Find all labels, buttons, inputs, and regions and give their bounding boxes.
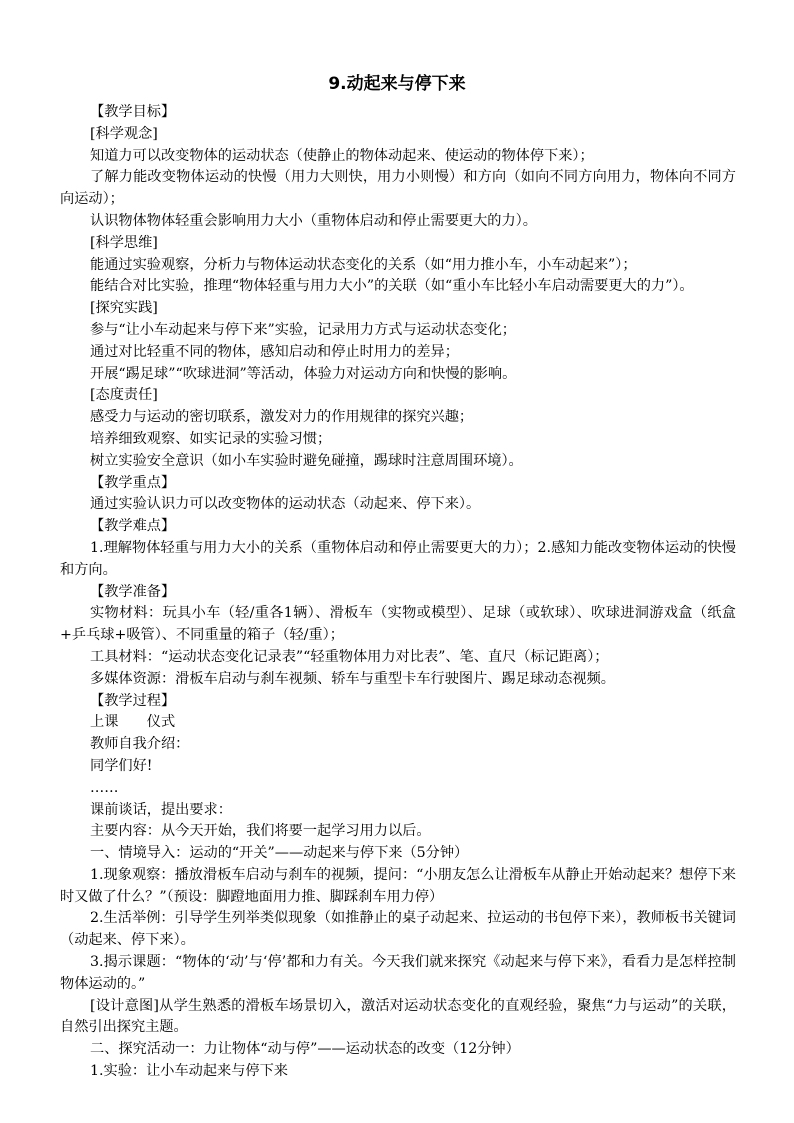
body-paragraph: 能通过实验观察，分析力与物体运动状态变化的关系（如“用力推小车，小车动起来”）； — [90, 256, 637, 273]
body-paragraph: 感受力与运动的密切联系，激发对力的作用规律的探究兴趣； — [90, 409, 474, 426]
body-paragraph: 树立实验安全意识（如小车实验时避免碰撞，踢球时注意周围环境）。 — [90, 452, 523, 469]
body-paragraph: 1.理解物体轻重与用力大小的关系（重物体启动和停止需要更大的力）；2.感知力能改变物体运动的快慢和方向。 — [60, 539, 736, 578]
subheading-attitude-responsibility: [态度责任] — [90, 387, 158, 404]
subheading-inquiry-practice: [探究实践] — [90, 300, 158, 317]
document-body — [60, 102, 736, 1083]
body-paragraph: 教师自我介绍： — [90, 736, 190, 753]
heading-difficulties: 【教学难点】 — [90, 518, 176, 535]
body-paragraph: 通过实验认识力可以改变物体的运动状态（动起来、停下来）。 — [90, 496, 481, 513]
body-paragraph: 工具材料：“运动状态变化记录表”“轻重物体用力对比表”、笔、直尺（标记距离）； — [90, 648, 609, 665]
heading-teaching-goals: 【教学目标】 — [90, 104, 176, 120]
body-paragraph: 上课 仪式 — [90, 714, 176, 731]
body-paragraph: 实物材料：玩具小车（轻/重各1辆）、滑板车（实物或模型）、足球（或软球）、吹球进洞游戏盒（纸盒+乒乓球+吸管）、不同重量的箱子（轻/重）； — [60, 605, 736, 644]
body-paragraph: 能结合对比实验，推理“物体轻重与用力大小”的关联（如“重小车比轻小车启动需要更大的力”）。 — [90, 278, 694, 295]
page-title: 9.动起来与停下来 — [328, 74, 466, 94]
body-paragraph: 了解力能改变物体运动的快慢（用力大则快，用力小则慢）和方向（如向不同方向用力，物体向不同方向运动）； — [60, 169, 736, 208]
body-paragraph: 认识物体物体轻重会影响用力大小（重物体启动和停止需要更大的力）。 — [90, 212, 537, 229]
heading-teaching-process: 【教学过程】 — [90, 692, 176, 709]
body-paragraph: 3.揭示课题：“物体的‘动’与‘停’都和力有关。今天我们就来探究《动起来与停下来》，看看力是怎样控制物体运动的。” — [60, 954, 736, 992]
body-paragraph: 开展“踢足球”“吹球进洞”等活动，体验力对运动方向和快慢的影响。 — [90, 365, 517, 382]
body-paragraph: 1.实验：让小车动起来与停下来 — [90, 1063, 288, 1080]
design-intent: [设计意图]从学生熟悉的滑板车场景切入，激活对运动状态变化的直观经验，聚焦“力与运动”的关联，自然引出探究主题。 — [60, 997, 736, 1036]
body-paragraph: 主要内容：从今天开始，我们将要一起学习用力以后。 — [90, 823, 431, 840]
section-heading: 二、探究活动一：力让物体“动与停”——运动状态的改变（12分钟） — [90, 1041, 520, 1058]
body-paragraph: 1.现象观察：播放滑板车启动与刹车的视频，提问：“小朋友怎么让滑板车从静止开始动起来？想停下来时又做了什么？”（预设：脚蹬地面用力推、脚踩刹车用力停） — [60, 866, 736, 905]
subheading-science-concepts: [科学观念] — [90, 125, 158, 142]
subheading-science-thinking: [科学思维] — [90, 234, 158, 251]
body-paragraph: 通过对比轻重不同的物体，感知启动和停止时用力的差异； — [90, 343, 459, 360]
body-paragraph: 知道力可以改变物体的运动状态（使静止的物体动起来、使运动的物体停下来）； — [90, 147, 594, 164]
body-paragraph: 多媒体资源：滑板车启动与刹车视频、轿车与重型卡车行驶图片、踢足球动态视频。 — [90, 670, 615, 687]
body-paragraph: …… — [90, 779, 119, 796]
heading-key-points: 【教学重点】 — [90, 474, 176, 491]
section-heading: 一、情境导入：运动的“开关”——动起来与停下来（5分钟） — [90, 845, 469, 862]
body-paragraph: 同学们好! — [90, 757, 153, 774]
body-paragraph: 2.生活举例：引导学生列举类似现象（如推静止的桌子动起来、拉运动的书包停下来），教师板书关键词（动起来、停下来）。 — [60, 910, 736, 949]
heading-preparation: 【教学准备】 — [90, 583, 176, 600]
body-paragraph: 课前谈话，提出要求： — [90, 801, 232, 818]
body-paragraph: 参与“让小车动起来与停下来”实验，记录用力方式与运动状态变化； — [90, 321, 516, 338]
body-paragraph: 培养细致观察、如实记录的实验习惯； — [90, 430, 332, 447]
